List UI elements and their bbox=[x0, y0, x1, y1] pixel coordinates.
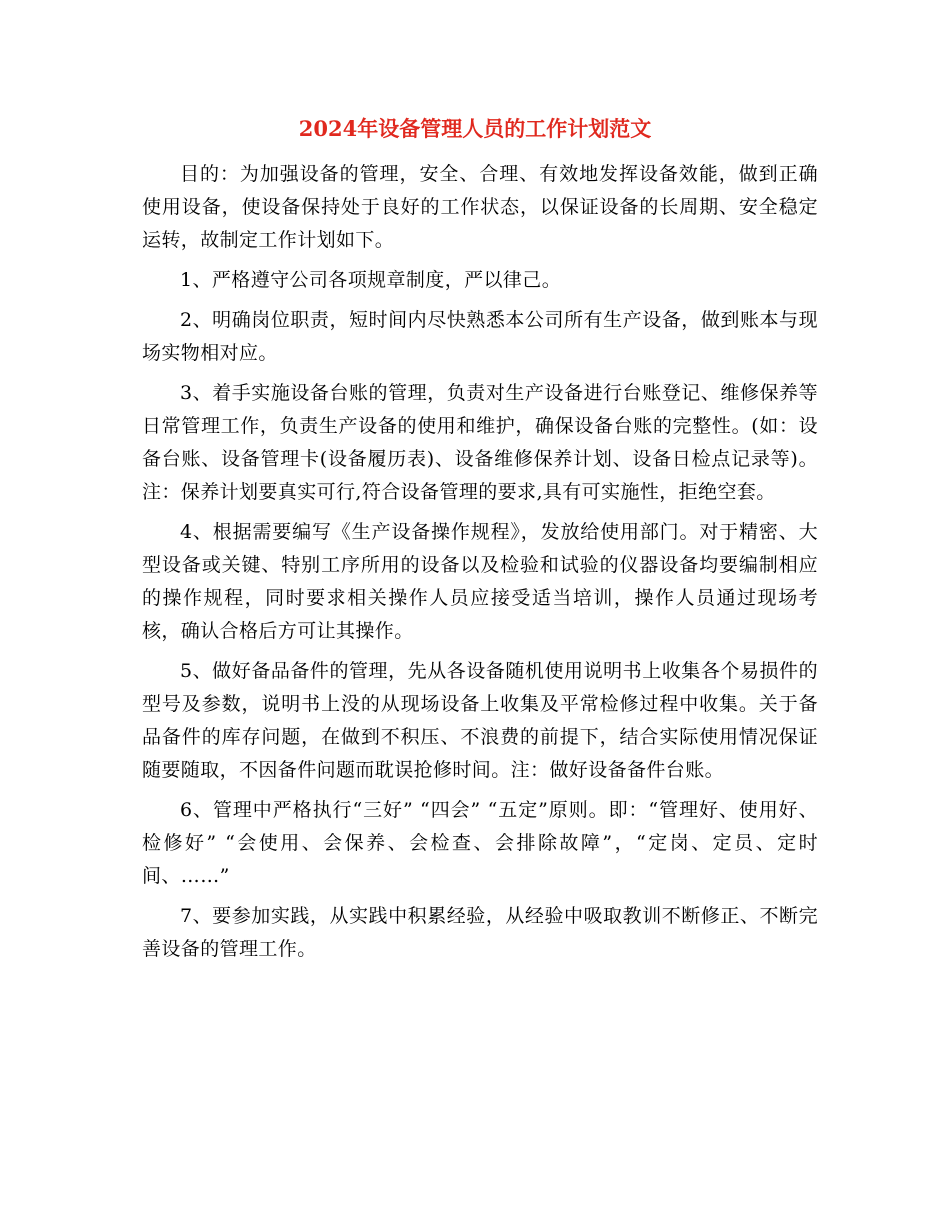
paragraph-purpose: 目的：为加强设备的管理，安全、合理、有效地发挥设备效能，做到正确使用设备，使设备保持处于良好的工作状态，以保证设备的长周期、安全稳定运转，故制定工作计划如下。 bbox=[142, 163, 818, 251]
document-title: 2024年设备管理人员的工作计划范文 bbox=[298, 116, 652, 141]
paragraph-item-6: 6、管理中严格执行“三好” “四会” “五定”原则。即：“管理好、使用好、检修好” “会使用、会保养、会检查、会排除故障”，“定岗、定员、定时间、……” bbox=[142, 799, 818, 887]
paragraph-item-2: 2、明确岗位职责，短时间内尽快熟悉本公司所有生产设备，做到账本与现场实物相对应。 bbox=[142, 309, 818, 364]
document-body bbox=[142, 158, 818, 973]
paragraph-item-1: 1、严格遵守公司各项规章制度，严以律己。 bbox=[180, 269, 562, 291]
paragraph-item-7: 7、要参加实践，从实践中积累经验，从经验中吸取教训不断修正、不断完善设备的管理工作。 bbox=[142, 905, 818, 960]
paragraph-item-3: 3、着手实施设备台账的管理，负责对生产设备进行台账登记、维修保养等日常管理工作，负责生产设备的使用和维护，确保设备台账的完整性。(如：设备台账、设备管理卡(设备履历表)、设备维修保养计划、设备日检点记录等)。注：保养计划要真实可行,符合设备管理的要求,具有可实施性，拒绝空套。 bbox=[142, 382, 818, 503]
paragraph-item-4: 4、根据需要编写《生产设备操作规程》，发放给使用部门。对于精密、大型设备或关键、特别工序所用的设备以及检验和试验的仪器设备均要编制相应的操作规程，同时要求相关操作人员应接受适当培训，操作人员通过现场考核，确认合格后方可让其操作。 bbox=[142, 521, 818, 642]
paragraph-item-5: 5、做好备品备件的管理，先从各设备随机使用说明书上收集各个易损件的型号及参数，说明书上没的从现场设备上收集及平常检修过程中收集。关于备品备件的库存问题，在做到不积压、不浪费的前提下，结合实际使用情况保证随要随取，不因备件问题而耽误抢修时间。注：做好设备备件台账。 bbox=[142, 660, 818, 781]
